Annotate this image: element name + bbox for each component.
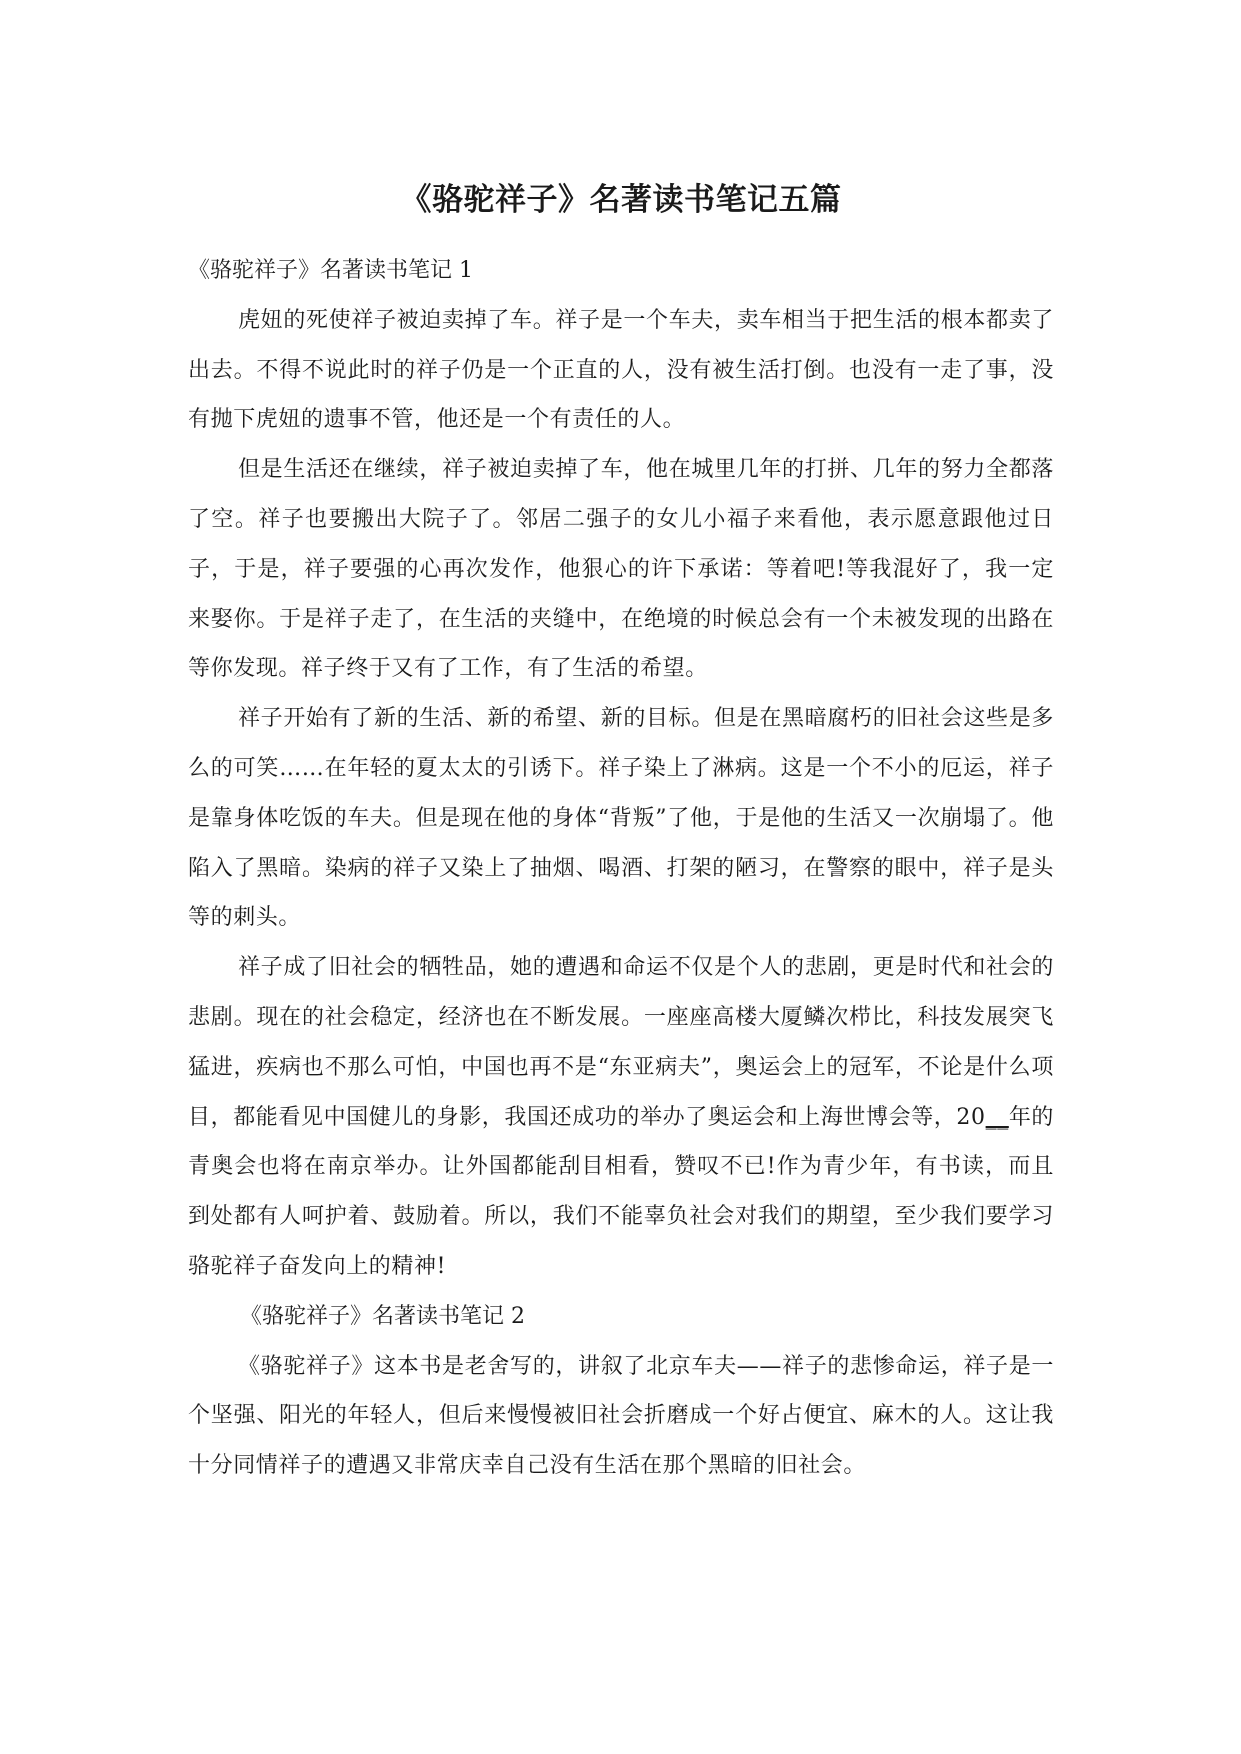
section-heading: 《骆驼祥子》名著读书笔记 1 <box>188 258 473 283</box>
paragraph-text: 祥子成了旧社会的牺牲品，她的遭遇和命运不仅是个人的悲剧，更是时代和社会的悲剧。现在的社会稳定，经济也在不断发展。一座座高楼大厦鳞次栉比，科技发展突飞猛进，疾病也不那么可怕，中国也再不是“东亚病夫”，奥运会上的冠军，不论是什么项目，都能看见中国健儿的身影，我国还成功的举办了奥运会和上海世博会等，20 <box>188 955 1054 1130</box>
paragraph: 虎妞的死使祥子被迫卖掉了车。祥子是一个车夫，卖车相当于把生活的根本都卖了出去。不得不说此时的祥子仍是一个正直的人，没有被生活打倒。也没有一走了事，没有抛下虎妞的遗事不管，他还是一个有责任的人。 <box>188 307 1054 433</box>
document-title: 《骆驼祥子》名著读书笔记五篇 <box>400 182 842 218</box>
paragraph: 祥子开始有了新的生活、新的希望、新的目标。但是在黑暗腐朽的旧社会这些是多么的可笑……在年轻的夏太太的引诱下。祥子染上了淋病。这是一个不小的厄运，祥子是靠身体吃饭的车夫。但是现在他的身体“背叛”了他，于是他的生活又一次崩塌了。他陷入了黑暗。染病的祥子又染上了抽烟、喝酒、打架的陋习，在警察的眼中，祥子是头等的刺头。 <box>188 706 1054 931</box>
section-1 <box>188 246 1054 1292</box>
blank-underline: __ <box>985 1104 1009 1130</box>
section-2 <box>188 1292 1054 1491</box>
document-page <box>188 178 1054 1491</box>
paragraph: 但是生活还在继续，祥子被迫卖掉了车，他在城里几年的打拼、几年的努力全都落了空。祥子也要搬出大院子了。邻居二强子的女儿小福子来看他，表示愿意跟他过日子，于是，祥子要强的心再次发作，他狠心的许下承诺：等着吧!等我混好了，我一定来娶你。于是祥子走了，在生活的夹缝中，在绝境的时候总会有一个未被发现的出路在等你发现。祥子终于又有了工作，有了生活的希望。 <box>188 457 1054 682</box>
paragraph-text: 年的青奥会也将在南京举办。让外国都能刮目相看，赞叹不已!作为青少年，有书读，而且到处都有人呵护着、鼓励着。所以，我们不能辜负社会对我们的期望，至少我们要学习骆驼祥子奋发向上的精神! <box>188 1104 1055 1279</box>
section-heading: 《骆驼祥子》名著读书笔记 2 <box>240 1303 525 1329</box>
paragraph <box>188 943 1054 1292</box>
paragraph: 《骆驼祥子》这本书是老舍写的，讲叙了北京车夫——祥子的悲惨命运，祥子是一个坚强、阳光的年轻人，但后来慢慢被旧社会折磨成一个好占便宜、麻木的人。这让我十分同情祥子的遭遇又非常庆幸自己没有生活在那个黑暗的旧社会。 <box>188 1353 1054 1479</box>
